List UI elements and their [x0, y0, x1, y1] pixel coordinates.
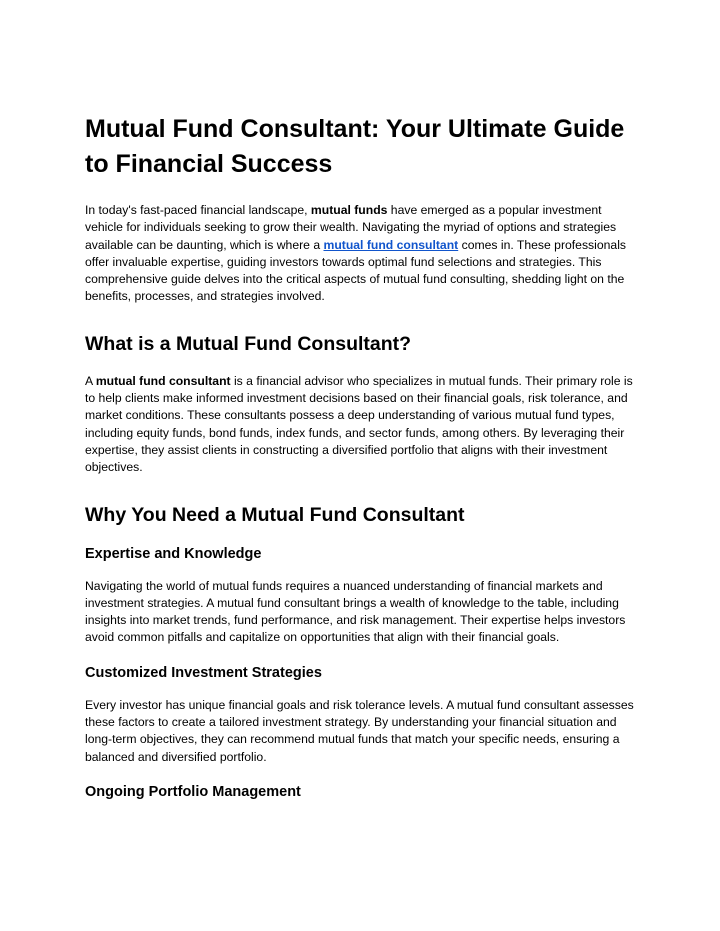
document-title: Mutual Fund Consultant: Your Ultimate Guide to Financial Success [85, 115, 625, 178]
what-is-bold-term: mutual fund consultant [95, 373, 231, 388]
mutual-fund-consultant-link[interactable]: mutual fund consultant [323, 237, 459, 252]
intro-text-1: In today's fast-paced financial landscape, [85, 203, 311, 217]
what-is-text-2: is a financial advisor who specializes in mutual funds. Their primary role is to help clients make informed investment decisions based on their financial goals, risk tolerance, and market conditions. These consultants possess a deep understanding of various mutual fund types, including equity funds, bond funds, index funds, and sector funds, among others. By leveraging their expertise, they assist clients in constructing a diversified portfolio that aligns with their investment objectives. [85, 373, 633, 475]
subheading-ongoing-management: Ongoing Portfolio Management [85, 783, 301, 800]
customized-strategies-paragraph: Every investor has unique financial goals and risk tolerance levels. A mutual fund consultant assesses these factors to create a tailored investment strategy. By understanding your financial situation and long-term objectives, they can recommend mutual funds that match your specific needs, ensuring a balanced and diversified portfolio. [85, 697, 634, 764]
section-heading-why-you-need: Why You Need a Mutual Fund Consultant [85, 503, 465, 526]
intro-bold-mutual-funds: mutual funds [310, 203, 388, 217]
intro-text-3: comes in. These professionals offer invaluable expertise, guiding investors towards optimal fund selections and strategies. This comprehensive guide delves into the critical aspects of mutual fund consulting, shedding light on the benefits, processes, and strategies involved. [85, 237, 626, 304]
intro-text-2: have emerged as a popular investment vehicle for individuals seeking to grow their wealth. Navigating the myriad of options and strategies available can be daunting, which is where a [85, 203, 617, 252]
section-heading-what-is: What is a Mutual Fund Consultant? [85, 332, 412, 355]
subheading-expertise: Expertise and Knowledge [85, 545, 262, 562]
what-is-paragraph [85, 373, 640, 477]
expertise-paragraph: Navigating the world of mutual funds requires a nuanced understanding of financial markets and investment strategies. A mutual fund consultant brings a wealth of knowledge to the table, including insights into market trends, fund performance, and risk management. Their expertise helps investors avoid common pitfalls and capitalize on opportunities that align with their financial goals. [85, 578, 626, 645]
intro-paragraph [85, 202, 640, 306]
what-is-text-1: A [85, 373, 96, 388]
subheading-customized-strategies: Customized Investment Strategies [85, 664, 322, 681]
